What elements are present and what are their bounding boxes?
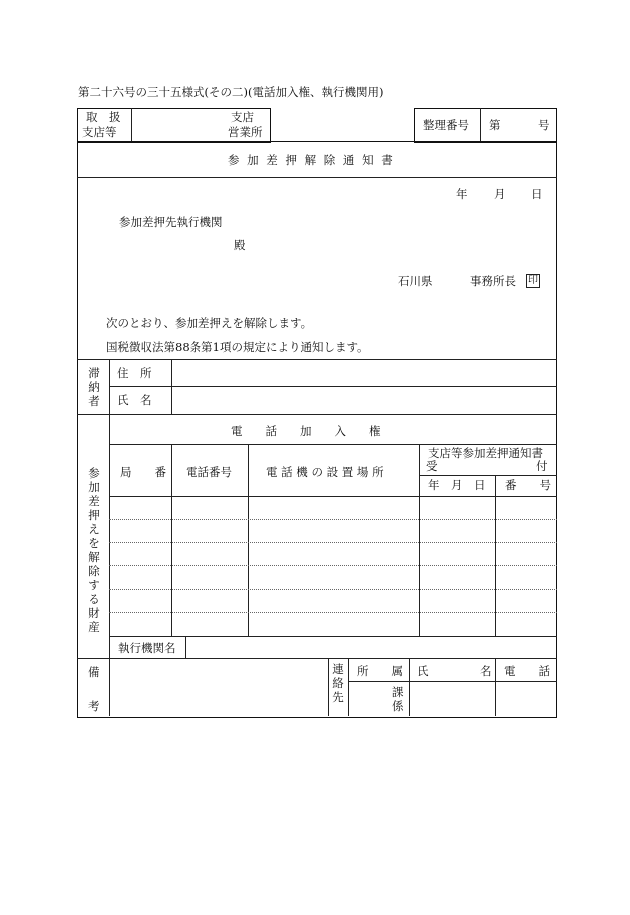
section-kakari: 係 [392,699,404,713]
honorific: 殿 [234,238,246,252]
column-station: 局 番 [120,465,166,479]
column-location: 電 話 機 の 設 置 場 所 [266,465,384,479]
delinquent-label: 滞納者 [88,366,100,408]
date-year: 年 [456,187,468,201]
contact-label: 連絡先 [332,662,344,704]
office-label: 営業所 [228,125,263,139]
form-caption: 第二十六号の三十五様式(その二)(電話加入権、執行機関用) [78,85,384,99]
reference-dai: 第 [489,118,501,132]
reference-number-label: 整理番号 [423,118,469,132]
remarks-label-bottom: 考 [88,699,100,713]
issuer-prefecture: 石川県 [398,274,433,288]
column-ymd: 年 月 日 [428,478,486,492]
branch-label: 支店 [231,110,254,124]
property-label: 参加差押えを解除する財産 [88,466,100,634]
date-month: 月 [494,187,506,201]
column-number: 番 号 [505,478,551,492]
column-notice-uke: 受 [426,459,438,473]
body-line-2: 国税徴収法第88条第1項の規定により通知します。 [106,340,369,354]
contact-phone-label: 電 話 [504,664,550,678]
column-phone-number: 電話番号 [186,465,232,479]
phone-rights-title: 電 話 加 入 権 [231,424,381,438]
contact-name-shi: 氏 [417,664,429,678]
addressee: 参加差押先執行機関 [119,215,223,229]
handling-label-top: 取 扱 [86,110,121,124]
remarks-label-top: 備 [88,665,100,679]
handling-label-bottom: 支店等 [82,125,117,139]
exec-agency-label: 執行機関名 [118,641,176,655]
reference-go: 号 [538,118,550,132]
column-notice-tsuke: 付 [536,459,548,473]
seal-mark: 印 [528,275,538,286]
address-label: 住 所 [117,366,152,380]
department-label: 所 属 [357,664,403,678]
section-ka: 課 [392,685,404,699]
date-day: 日 [531,187,543,201]
name-label: 氏 名 [117,393,152,407]
issuer-title: 事務所長 [470,274,516,288]
contact-name-mei: 名 [480,664,492,678]
body-line-1: 次のとおり、参加差押えを解除します。 [106,316,313,330]
form-title: 参 加 差 押 解 除 通 知 書 [228,153,395,167]
column-notice-top: 支店等参加差押通知書 [428,446,543,460]
